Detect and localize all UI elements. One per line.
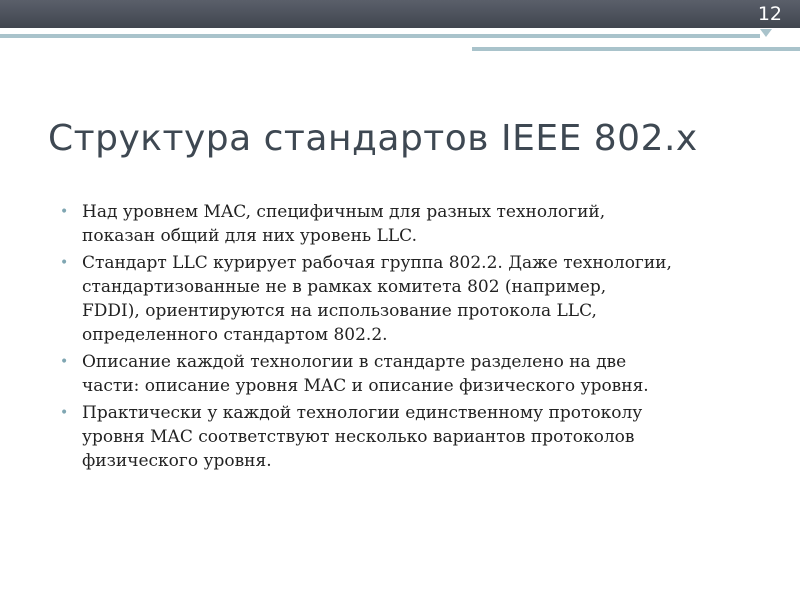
bullet-item [60, 401, 760, 473]
bullet-line: показан общий для них уровень LLC. [82, 226, 417, 246]
bullet-line: Стандарт LLC курирует рабочая группа 802.2. Даже технологии, [82, 253, 672, 273]
bullet-list [60, 200, 760, 476]
bullet-line: определенного стандартом 802.2. [82, 325, 388, 345]
bullet-line: Практически у каждой технологии единственному протоколу [82, 403, 643, 423]
bullet-line: физического уровня. [82, 451, 272, 471]
bullet-dot-icon: • [60, 204, 69, 220]
bullet-dot-icon: • [60, 255, 69, 271]
bullet-dot-icon: • [60, 354, 69, 370]
bullet-line: FDDI), ориентируются на использование протокола LLC, [82, 301, 597, 321]
bullet-item [60, 200, 760, 248]
accent-line-bottom [472, 47, 800, 51]
bullet-item [60, 251, 760, 347]
bullet-dot-icon: • [60, 405, 69, 421]
accent-line-top [0, 34, 760, 38]
accent-tick [760, 29, 772, 37]
slide-title: Структура стандартов IEEE 802.x [48, 118, 698, 159]
slide-number: 12 [757, 3, 782, 25]
bullet-line: части: описание уровня MAC и описание физического уровня. [82, 376, 649, 396]
bullet-item [60, 350, 760, 398]
bullet-line: Описание каждой технологии в стандарте разделено на две [82, 352, 627, 372]
bullet-line: уровня MAC соответствуют несколько вариантов протоколов [82, 427, 635, 447]
bullet-line: Над уровнем MAC, специфичным для разных технологий, [82, 202, 606, 222]
bullet-line: стандартизованные не в рамках комитета 802 (например, [82, 277, 607, 297]
header-band [0, 0, 800, 28]
